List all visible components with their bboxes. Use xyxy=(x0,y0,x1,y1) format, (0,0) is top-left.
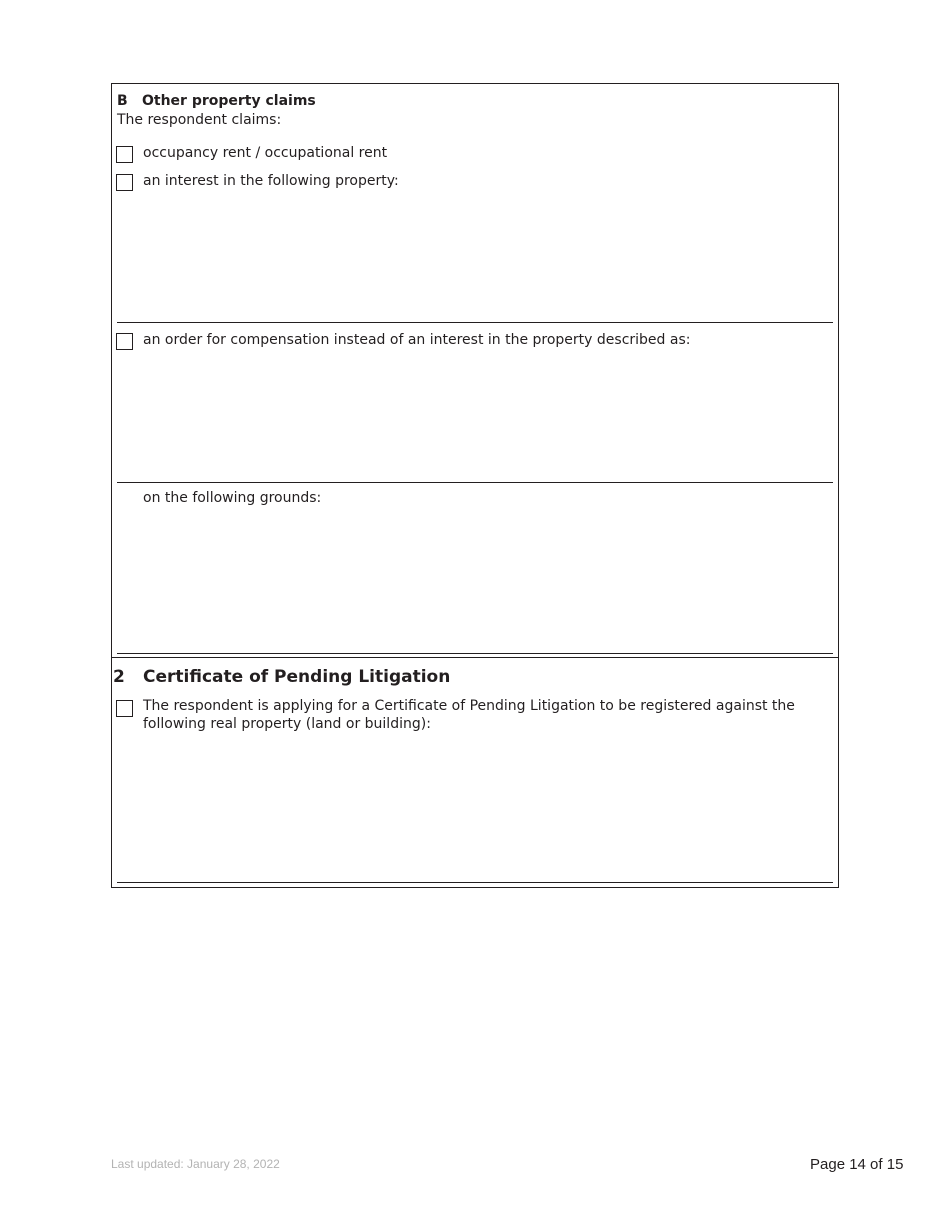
pending-litigation-label: The respondent is applying for a Certificate of Pending Litigation to be registered against the following real property (land or building): xyxy=(143,698,795,732)
pending-litigation-checkbox[interactable] xyxy=(116,700,133,717)
page-number: Page 14 of 15 xyxy=(810,1156,904,1173)
property-interest-checkbox[interactable] xyxy=(116,174,133,191)
section-intro: The respondent claims: xyxy=(117,112,282,128)
section-2-title: Certificate of Pending Litigation xyxy=(143,667,451,687)
compensation-order-checkbox[interactable] xyxy=(116,333,133,350)
compensation-order-label: an order for compensation instead of an interest in the property described as: xyxy=(143,332,691,348)
last-updated: Last updated: January 28, 2022 xyxy=(111,1157,280,1171)
compensation-property-field[interactable] xyxy=(117,482,833,483)
occupancy-rent-label: occupancy rent / occupational rent xyxy=(143,145,388,161)
grounds-field[interactable] xyxy=(117,653,833,654)
form-frame xyxy=(111,83,839,888)
section-title: Other property claims xyxy=(142,93,316,109)
property-interest-label: an interest in the following property: xyxy=(143,173,399,189)
section-2-number: 2 xyxy=(113,667,125,687)
occupancy-rent-checkbox[interactable] xyxy=(116,146,133,163)
grounds-label: on the following grounds: xyxy=(143,490,322,506)
section-divider xyxy=(111,657,839,658)
real-property-field[interactable] xyxy=(117,882,833,883)
property-interest-field[interactable] xyxy=(117,322,833,323)
section-letter: B xyxy=(117,93,128,109)
